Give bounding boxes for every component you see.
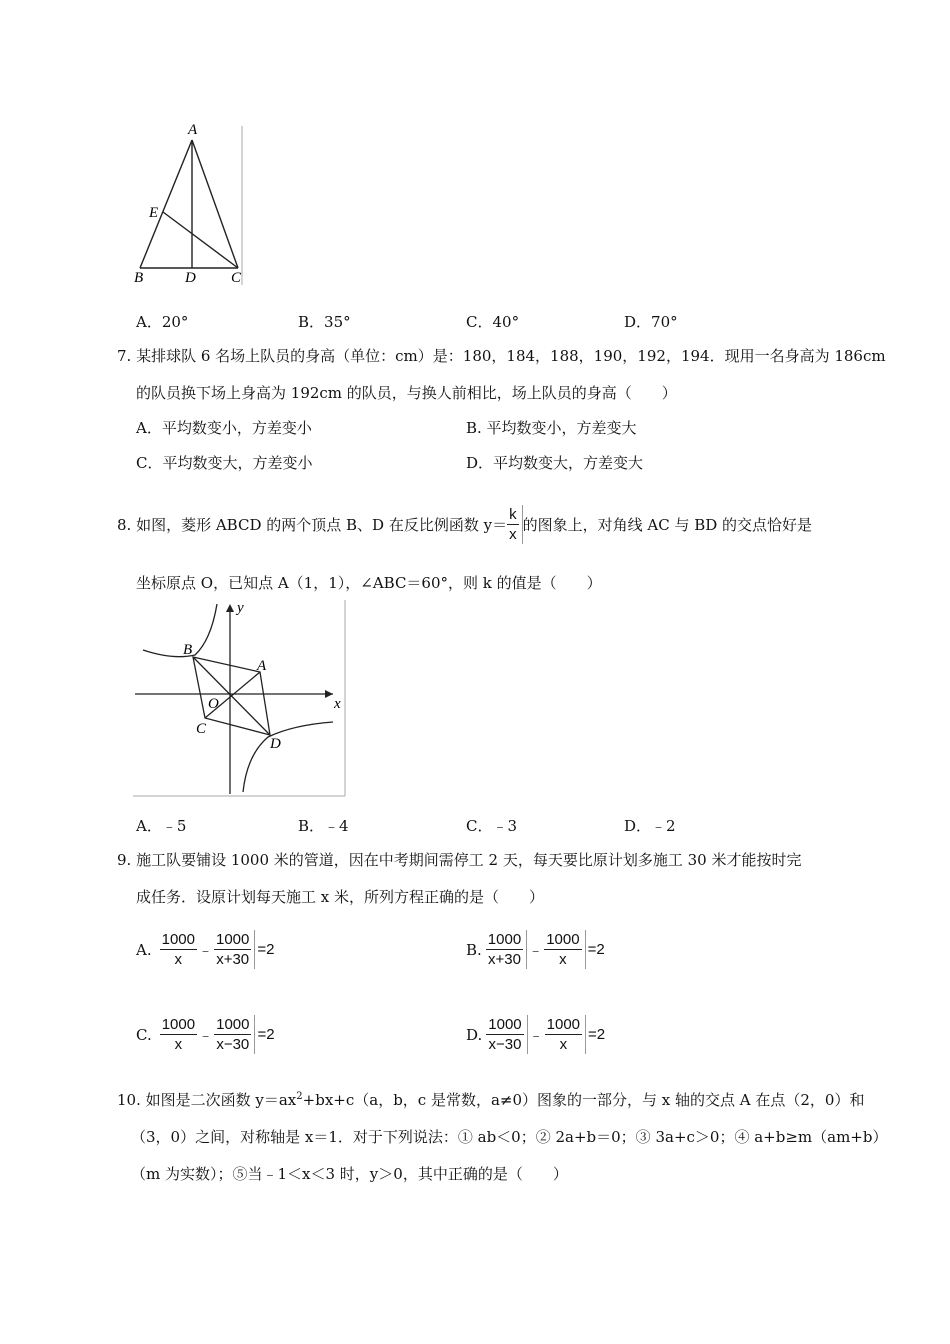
q9-text-line1: 9. 施工队要铺设 1000 米的管道，因在中考期间需停工 2 天，每天要比原计划多施工 30 米才能按时完 bbox=[117, 851, 802, 869]
q9-text-line2: 成任务．设原计划每天施工 x 米，所列方程正确的是（ ） bbox=[136, 888, 544, 906]
q9-b-rhs: =2 bbox=[587, 941, 605, 958]
q9-option-b bbox=[466, 930, 605, 969]
q9-c-rhs: =2 bbox=[257, 1026, 275, 1043]
q9-a-num1: 1000 bbox=[161, 931, 195, 948]
label-C: C bbox=[231, 270, 242, 286]
q6-option-b: B．35° bbox=[298, 313, 351, 331]
q8-figure bbox=[133, 600, 348, 798]
q9-c-den1: x bbox=[174, 1036, 183, 1053]
q9-option-a bbox=[136, 930, 274, 969]
q9-c-num1: 1000 bbox=[161, 1016, 196, 1033]
q6-option-a: A．20° bbox=[136, 313, 189, 331]
q10-text-line2: （3，0）之间，对称轴是 x＝1．对于下列说法：① ab＜0；② 2a+b＝0；③ 3a+c＞0；④ a+b≥m（am+b） bbox=[131, 1128, 888, 1146]
label-C: C bbox=[196, 721, 207, 737]
q9-option-d-label: D. bbox=[466, 1025, 483, 1044]
q9-option-c bbox=[136, 1015, 275, 1054]
q9-d-rhs: =2 bbox=[588, 1026, 606, 1043]
q10-exponent: 2 bbox=[296, 1091, 303, 1102]
q6-figure bbox=[130, 120, 255, 290]
q8-fraction bbox=[507, 505, 523, 544]
label-A: A bbox=[188, 122, 198, 138]
q10-text-line3: （m 为实数）；⑤当﹣1＜x＜3 时，y＞0，其中正确的是（ ） bbox=[131, 1165, 568, 1183]
q7-text-line2: 的队员换下场上身高为 192cm 的队员，与换人前相比，场上队员的身高（ ） bbox=[136, 384, 677, 402]
q7-option-d: D．平均数变大，方差变大 bbox=[466, 454, 644, 472]
q9-a-minus: ﹣ bbox=[197, 942, 213, 959]
q8-fraction-denominator: x bbox=[509, 526, 517, 543]
q9-d-num2: 1000 bbox=[546, 1016, 581, 1033]
q8-text-b: 的图象上，对角线 AC 与 BD 的交点恰好是 bbox=[522, 516, 813, 534]
q9-a-rhs: =2 bbox=[257, 941, 275, 958]
q9-b-den2: x bbox=[559, 951, 567, 968]
label-x: x bbox=[334, 696, 341, 712]
q9-c-num2: 1000 bbox=[216, 1016, 250, 1033]
label-A: A bbox=[257, 658, 267, 674]
label-B: B bbox=[183, 642, 193, 658]
label-O: O bbox=[208, 696, 219, 712]
q9-d-den1: x−30 bbox=[488, 1036, 522, 1053]
q8-option-a: A．﹣5 bbox=[136, 817, 187, 835]
q6-option-c: C．40° bbox=[466, 313, 520, 331]
q9-c-den2: x−30 bbox=[216, 1036, 250, 1053]
q6-option-d: D．70° bbox=[624, 313, 678, 331]
q10-text-b: +bx+c（a，b，c 是常数，a≠0）图象的一部分，与 x 轴的交点 A 在点（2，0）和 bbox=[302, 1091, 865, 1109]
q9-option-d bbox=[466, 1015, 605, 1054]
q9-a-den2: x+30 bbox=[216, 951, 250, 968]
q8-text-line2: 坐标原点 O，已知点 A（1，1），∠ABC＝60°，则 k 的值是（ ） bbox=[136, 574, 602, 592]
q9-a-num2: 1000 bbox=[216, 931, 250, 948]
q8-option-d: D．﹣2 bbox=[624, 817, 676, 835]
q9-option-b-label: B. bbox=[466, 940, 482, 959]
q8-fraction-numerator: k bbox=[509, 506, 517, 523]
q6-triangle-diagram bbox=[130, 120, 255, 290]
label-D: D bbox=[270, 736, 281, 752]
q7-option-c: C．平均数变大，方差变小 bbox=[136, 454, 313, 472]
label-D: D bbox=[185, 270, 196, 286]
q9-a-den1: x bbox=[174, 951, 183, 968]
q7-option-a: A．平均数变小，方差变小 bbox=[136, 419, 312, 437]
q9-option-a-label: A. bbox=[136, 940, 152, 959]
q8-rhombus-graph bbox=[133, 600, 348, 798]
q10-text-line1 bbox=[117, 1089, 864, 1110]
q8-option-b: B．﹣4 bbox=[298, 817, 349, 835]
label-B: B bbox=[134, 270, 144, 286]
q9-b-num1: 1000 bbox=[487, 931, 522, 948]
q9-b-minus: ﹣ bbox=[528, 942, 544, 959]
q9-option-c-label: C. bbox=[136, 1025, 152, 1044]
q9-c-minus: ﹣ bbox=[198, 1027, 214, 1044]
q9-b-den1: x+30 bbox=[488, 951, 521, 968]
q9-d-den2: x bbox=[559, 1036, 568, 1053]
q9-b-num2: 1000 bbox=[546, 931, 580, 948]
q9-d-num1: 1000 bbox=[488, 1016, 522, 1033]
q7-option-b: B. 平均数变小，方差变大 bbox=[466, 419, 637, 437]
label-y: y bbox=[237, 600, 244, 616]
q9-d-minus: ﹣ bbox=[528, 1027, 544, 1044]
label-E: E bbox=[149, 205, 159, 221]
q8-text-line1 bbox=[117, 505, 812, 544]
q10-text-a: 10. 如图是二次函数 y＝ax bbox=[117, 1091, 297, 1109]
q8-text-a: 8. 如图，菱形 ABCD 的两个顶点 B、D 在反比例函数 y＝ bbox=[117, 516, 508, 534]
q7-text-line1: 7. 某排球队 6 名场上队员的身高（单位：cm）是：180，184，188，190，192，194．现用一名身高为 186cm bbox=[117, 347, 886, 365]
q8-option-c: C．﹣3 bbox=[466, 817, 518, 835]
